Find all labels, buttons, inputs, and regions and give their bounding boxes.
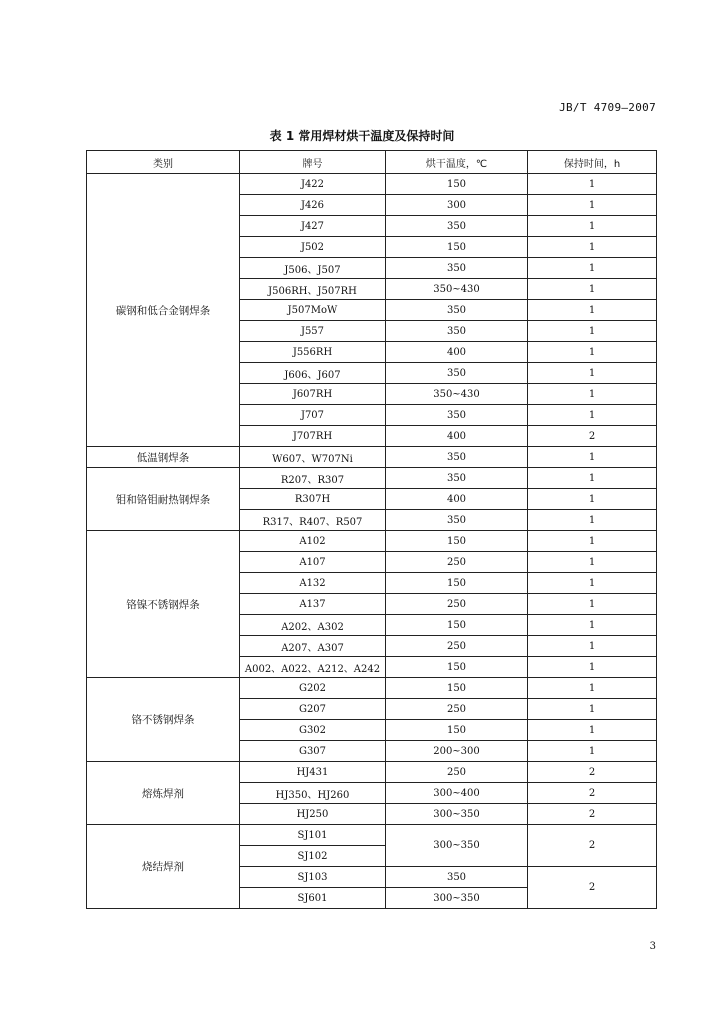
grade-cell: R317、R407、R507 xyxy=(240,510,386,531)
hold-cell: 1 xyxy=(528,741,657,762)
category-cell: 铬镍不锈钢焊条 xyxy=(87,531,240,678)
temp-cell: 350 xyxy=(386,258,528,279)
temp-cell: 150 xyxy=(386,720,528,741)
grade-cell: J507MoW xyxy=(240,300,386,321)
col-header-drying-temp: 烘干温度，℃ xyxy=(386,151,528,174)
temp-cell: 150 xyxy=(386,678,528,699)
hold-cell: 1 xyxy=(528,615,657,636)
temp-cell: 250 xyxy=(386,699,528,720)
temp-cell: 350~430 xyxy=(386,279,528,300)
temp-cell: 150 xyxy=(386,615,528,636)
hold-cell: 2 xyxy=(528,804,657,825)
temp-cell: 150 xyxy=(386,174,528,195)
grade-cell: G302 xyxy=(240,720,386,741)
temp-cell: 150 xyxy=(386,237,528,258)
hold-cell: 2 xyxy=(528,867,657,909)
temp-cell: 350 xyxy=(386,447,528,468)
hold-cell: 1 xyxy=(528,279,657,300)
hold-cell: 1 xyxy=(528,258,657,279)
temp-cell: 350 xyxy=(386,405,528,426)
temp-cell: 350 xyxy=(386,363,528,384)
grade-cell: SJ101 xyxy=(240,825,386,846)
temp-cell: 300~350 xyxy=(386,804,528,825)
grade-cell: A102 xyxy=(240,531,386,552)
temp-cell: 250 xyxy=(386,762,528,783)
temp-cell: 350 xyxy=(386,867,528,888)
temp-cell: 150 xyxy=(386,531,528,552)
grade-cell: R307H xyxy=(240,489,386,510)
hold-cell: 1 xyxy=(528,195,657,216)
col-header-category: 类别 xyxy=(87,151,240,174)
col-header-grade: 牌号 xyxy=(240,151,386,174)
temp-cell: 350 xyxy=(386,321,528,342)
table-row xyxy=(87,825,657,846)
hold-cell: 1 xyxy=(528,594,657,615)
temp-cell: 350 xyxy=(386,216,528,237)
grade-cell: A107 xyxy=(240,552,386,573)
temp-cell: 250 xyxy=(386,636,528,657)
grade-cell: G207 xyxy=(240,699,386,720)
category-cell: 低温钢焊条 xyxy=(87,447,240,468)
temp-cell: 350 xyxy=(386,510,528,531)
hold-cell: 1 xyxy=(528,531,657,552)
temp-cell: 300~400 xyxy=(386,783,528,804)
grade-cell: J422 xyxy=(240,174,386,195)
temp-cell: 400 xyxy=(386,342,528,363)
hold-cell: 1 xyxy=(528,720,657,741)
hold-cell: 2 xyxy=(528,426,657,447)
hold-cell: 1 xyxy=(528,363,657,384)
grade-cell: J556RH xyxy=(240,342,386,363)
hold-cell: 1 xyxy=(528,468,657,489)
category-cell: 钼和铬钼耐热钢焊条 xyxy=(87,468,240,531)
table-row xyxy=(87,531,657,552)
grade-cell: SJ103 xyxy=(240,867,386,888)
grade-cell: HJ431 xyxy=(240,762,386,783)
grade-cell: HJ350、HJ260 xyxy=(240,783,386,804)
welding-material-drying-table xyxy=(86,150,657,909)
hold-cell: 2 xyxy=(528,783,657,804)
grade-cell: G202 xyxy=(240,678,386,699)
table-body xyxy=(87,174,657,909)
temp-cell: 350 xyxy=(386,300,528,321)
grade-cell: G307 xyxy=(240,741,386,762)
grade-cell: HJ250 xyxy=(240,804,386,825)
grade-cell: SJ601 xyxy=(240,888,386,909)
table-row xyxy=(87,762,657,783)
grade-cell: J427 xyxy=(240,216,386,237)
grade-cell: W607、W707Ni xyxy=(240,447,386,468)
grade-cell: A132 xyxy=(240,573,386,594)
grade-cell: J707RH xyxy=(240,426,386,447)
grade-cell: J606、J607 xyxy=(240,363,386,384)
category-cell: 铬不锈钢焊条 xyxy=(87,678,240,762)
temp-cell: 150 xyxy=(386,573,528,594)
hold-cell: 1 xyxy=(528,573,657,594)
hold-cell: 1 xyxy=(528,552,657,573)
hold-cell: 1 xyxy=(528,384,657,405)
grade-cell: R207、R307 xyxy=(240,468,386,489)
category-cell: 碳钢和低合金钢焊条 xyxy=(87,174,240,447)
grade-cell: J707 xyxy=(240,405,386,426)
category-cell: 烧结焊剂 xyxy=(87,825,240,909)
hold-cell: 1 xyxy=(528,342,657,363)
temp-cell: 300~350 xyxy=(386,825,528,867)
temp-cell: 150 xyxy=(386,657,528,678)
grade-cell: J426 xyxy=(240,195,386,216)
temp-cell: 350 xyxy=(386,468,528,489)
header-row xyxy=(87,151,657,174)
temp-cell: 300 xyxy=(386,195,528,216)
temp-cell: 200~300 xyxy=(386,741,528,762)
grade-cell: J506、J507 xyxy=(240,258,386,279)
temp-cell: 350~430 xyxy=(386,384,528,405)
hold-cell: 1 xyxy=(528,699,657,720)
grade-cell: J502 xyxy=(240,237,386,258)
temp-cell: 400 xyxy=(386,426,528,447)
temp-cell: 400 xyxy=(386,489,528,510)
standard-code: JB/T 4709—2007 xyxy=(559,101,656,114)
hold-cell: 1 xyxy=(528,489,657,510)
col-header-hold-time: 保持时间，h xyxy=(528,151,657,174)
hold-cell: 1 xyxy=(528,657,657,678)
temp-cell: 250 xyxy=(386,594,528,615)
hold-cell: 1 xyxy=(528,678,657,699)
table-row xyxy=(87,468,657,489)
hold-cell: 1 xyxy=(528,174,657,195)
grade-cell: SJ102 xyxy=(240,846,386,867)
hold-cell: 1 xyxy=(528,216,657,237)
table-row xyxy=(87,678,657,699)
grade-cell: A207、A307 xyxy=(240,636,386,657)
temp-cell: 250 xyxy=(386,552,528,573)
table-row xyxy=(87,174,657,195)
hold-cell: 2 xyxy=(528,762,657,783)
hold-cell: 1 xyxy=(528,636,657,657)
hold-cell: 1 xyxy=(528,510,657,531)
grade-cell: J607RH xyxy=(240,384,386,405)
category-cell: 熔炼焊剂 xyxy=(87,762,240,825)
temp-cell: 300~350 xyxy=(386,888,528,909)
hold-cell: 1 xyxy=(528,447,657,468)
grade-cell: A002、A022、A212、A242 xyxy=(240,657,386,678)
page-number: 3 xyxy=(649,941,656,952)
hold-cell: 1 xyxy=(528,405,657,426)
grade-cell: A202、A302 xyxy=(240,615,386,636)
hold-cell: 1 xyxy=(528,321,657,342)
hold-cell: 2 xyxy=(528,825,657,867)
grade-cell: J557 xyxy=(240,321,386,342)
table-caption: 表 1 常用焊材烘干温度及保持时间 xyxy=(269,129,455,143)
table-row xyxy=(87,447,657,468)
grade-cell: J506RH、J507RH xyxy=(240,279,386,300)
hold-cell: 1 xyxy=(528,300,657,321)
grade-cell: A137 xyxy=(240,594,386,615)
hold-cell: 1 xyxy=(528,237,657,258)
